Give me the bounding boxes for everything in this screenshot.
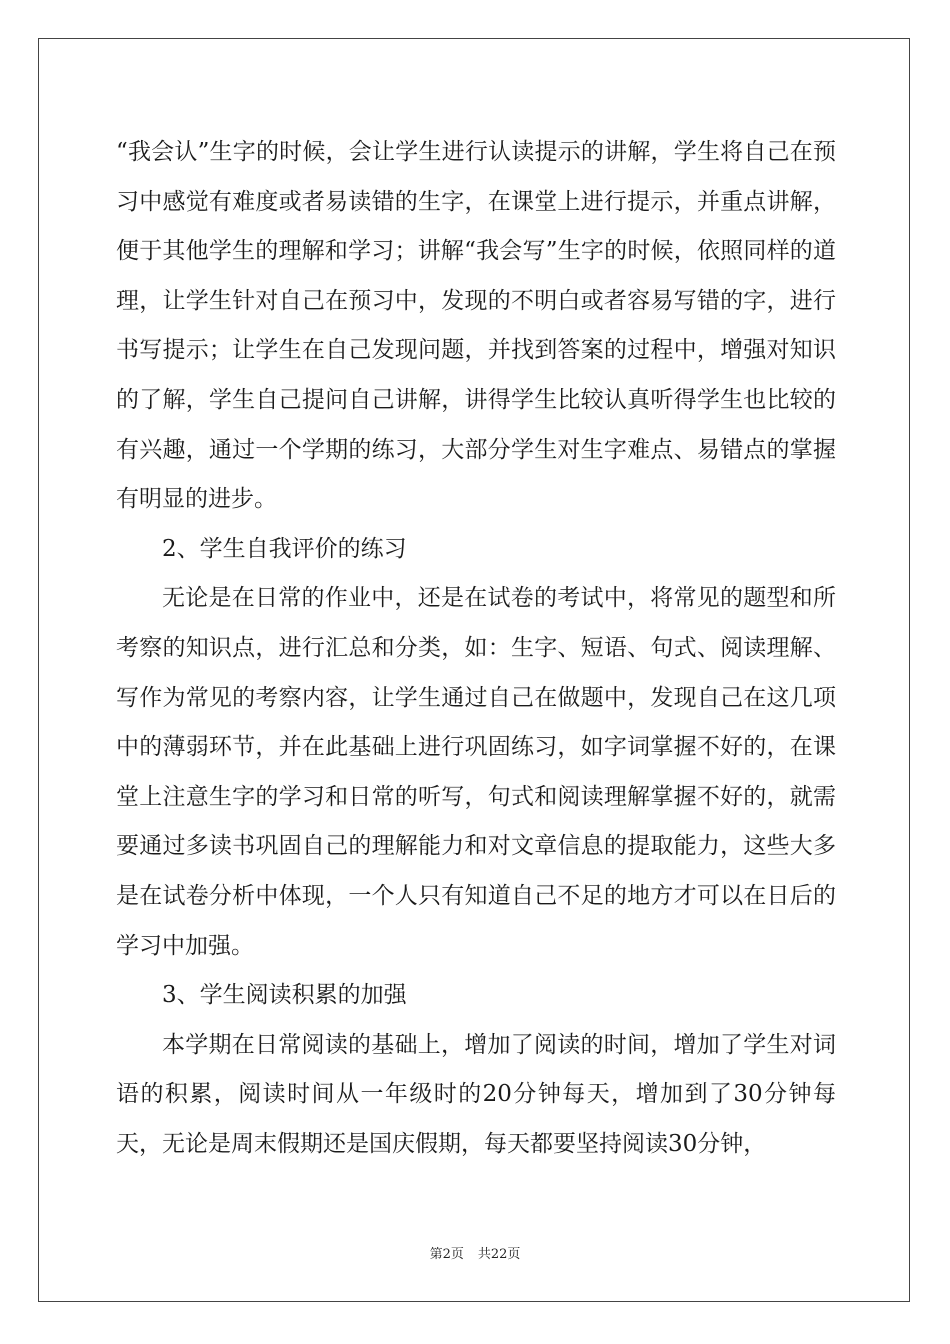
document-body — [116, 128, 836, 1169]
page-footer — [0, 1243, 950, 1262]
paragraph-self-evaluation: 无论是在日常的作业中，还是在试卷的考试中，将常见的题型和所考察的知识点，进行汇总和分类，如：生字、短语、句式、阅读理解、写作为常见的考察内容，让学生通过自己在做题中，发现自己在这几项中的薄弱环节，并在此基础上进行巩固练习，如字词掌握不好的，在课堂上注意生字的学习和日常的听写，句式和阅读理解掌握不好的，就需要通过多读书巩固自己的理解能力和对文章信息的提取能力，这些大多是在试卷分析中体现，一个人只有知道自己不足的地方才可以在日后的学习中加强。 — [116, 585, 836, 959]
total-pages-label: 共22页 — [477, 1247, 521, 1262]
heading-reading-accumulation: 3、学生阅读积累的加强 — [162, 982, 407, 1009]
paragraph-reading-accumulation: 本学期在日常阅读的基础上，增加了阅读的时间，增加了学生对词语的积累，阅读时间从一年级时的20分钟每天，增加到了30分钟每天，无论是周末假期还是国庆假期，每天都要坚持阅读30分钟， — [116, 1031, 836, 1157]
paragraph-character-recognition: “我会认”生字的时候，会让学生进行认读提示的讲解，学生将自己在预习中感觉有难度或者易读错的生字，在课堂上进行提示，并重点讲解，便于其他学生的理解和学习；讲解“我会写”生字的时候，依照同样的道理，让学生针对自己在预习中，发现的不明白或者容易写错的字，进行书写提示；让学生在自己发现问题，并找到答案的过程中，增强对知识的了解，学生自己提问自己讲解，讲得学生比较认真听得学生也比较的有兴趣，通过一个学期的练习，大部分学生对生字难点、易错点的掌握有明显的进步。 — [116, 139, 836, 513]
current-page-label: 第2页 — [429, 1247, 464, 1262]
heading-self-evaluation: 2、学生自我评价的练习 — [162, 535, 407, 562]
